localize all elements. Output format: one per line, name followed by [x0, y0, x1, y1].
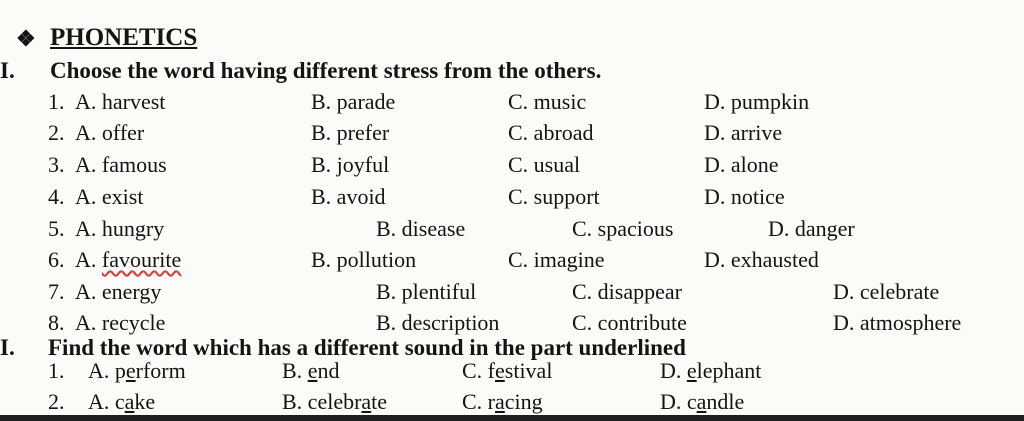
option-a: A. exist: [75, 184, 144, 209]
section2-numeral: I.: [0, 335, 15, 360]
option-b: B. avoid: [311, 184, 386, 209]
option-text: lephant: [696, 358, 762, 383]
option-b: B. disease: [376, 216, 466, 241]
option-a: [75, 247, 181, 273]
underlined-letter: e: [686, 358, 697, 383]
option-d: D. celebrate: [833, 279, 940, 304]
option-text: A. c: [88, 389, 125, 414]
bottom-edge-bar: [0, 415, 1024, 421]
question-number: 6.: [48, 247, 65, 272]
question-number: 1.: [48, 89, 65, 114]
option-text: A. p: [88, 358, 126, 383]
option-text: C. r: [462, 389, 495, 414]
option-text: te: [371, 389, 388, 414]
option-c: C. music: [508, 89, 587, 114]
underlined-letter: e: [495, 358, 505, 383]
option-text: nd: [317, 358, 340, 383]
option-d: D. exhausted: [704, 247, 819, 272]
underlined-letter: a: [124, 389, 135, 414]
option-d: D. alone: [704, 152, 779, 177]
page-title: PHONETICS: [50, 24, 198, 51]
option-text: rform: [135, 358, 186, 383]
section2-instruction: Find the word which has a different sound in the part underlined: [48, 335, 686, 360]
option-c: C. contribute: [572, 310, 687, 335]
question-number: 7.: [48, 279, 65, 304]
option-b: B. plentiful: [376, 279, 477, 304]
option-c: C. spacious: [572, 216, 674, 241]
option-text: stival: [504, 358, 553, 383]
option-text: B.: [282, 358, 308, 383]
option-d: [660, 389, 744, 415]
question-number: 5.: [48, 216, 65, 241]
option-c: C. abroad: [508, 120, 594, 145]
question-number: 3.: [48, 152, 65, 177]
question-number: 8.: [48, 310, 65, 335]
question-number: 4.: [48, 184, 65, 209]
option-a: A. harvest: [75, 89, 166, 114]
option-d: D. danger: [768, 216, 855, 241]
underlined-letter: e: [125, 358, 136, 383]
question-number: 2.: [48, 120, 65, 145]
option-c: C. support: [508, 184, 600, 209]
option-b: B. joyful: [311, 152, 390, 177]
option-c: C. disappear: [572, 279, 682, 304]
option-a: A. offer: [75, 120, 145, 145]
option-d: D. atmosphere: [833, 310, 962, 335]
option-text: ndle: [706, 389, 745, 414]
underlined-letter: e: [307, 358, 318, 383]
underlined-letter: a: [495, 389, 505, 414]
option-b: B. description: [376, 310, 500, 335]
option-a: [88, 358, 186, 384]
question-number: 1.: [48, 358, 65, 383]
section1-instruction: Choose the word having different stress from the others.: [50, 58, 602, 83]
option-b: [282, 358, 339, 384]
option-a: A. hungry: [75, 216, 165, 241]
underlined-letter: a: [361, 389, 372, 414]
option-b: B. pollution: [311, 247, 417, 272]
option-c: [462, 358, 552, 384]
option-c: C. imagine: [508, 247, 605, 272]
option-b: [282, 389, 387, 415]
option-text: D.: [660, 358, 687, 383]
option-d: D. pumpkin: [704, 89, 810, 114]
option-c: C. usual: [508, 152, 581, 177]
underlined-letter: a: [696, 389, 707, 414]
option-text: C. f: [462, 358, 495, 383]
option-a: [88, 389, 155, 415]
option-a: A. recycle: [75, 310, 166, 335]
section1-numeral: I.: [0, 58, 15, 83]
option-a-word: favourite: [101, 247, 182, 272]
option-b: B. prefer: [311, 120, 390, 145]
option-d: [660, 358, 761, 384]
option-c: [462, 389, 543, 415]
question-number: 2.: [48, 389, 65, 414]
option-a: A. energy: [75, 279, 162, 304]
option-b: B. parade: [311, 89, 396, 114]
option-text: D. c: [660, 389, 697, 414]
option-a-letter: A.: [75, 247, 102, 272]
option-text: B. celebr: [282, 389, 362, 414]
option-d: D. arrive: [704, 120, 783, 145]
option-a: A. famous: [75, 152, 167, 177]
option-text: ke: [134, 389, 156, 414]
option-d: D. notice: [704, 184, 785, 209]
diamond-bullet-icon: ❖: [16, 26, 36, 51]
option-text: cing: [504, 389, 543, 414]
